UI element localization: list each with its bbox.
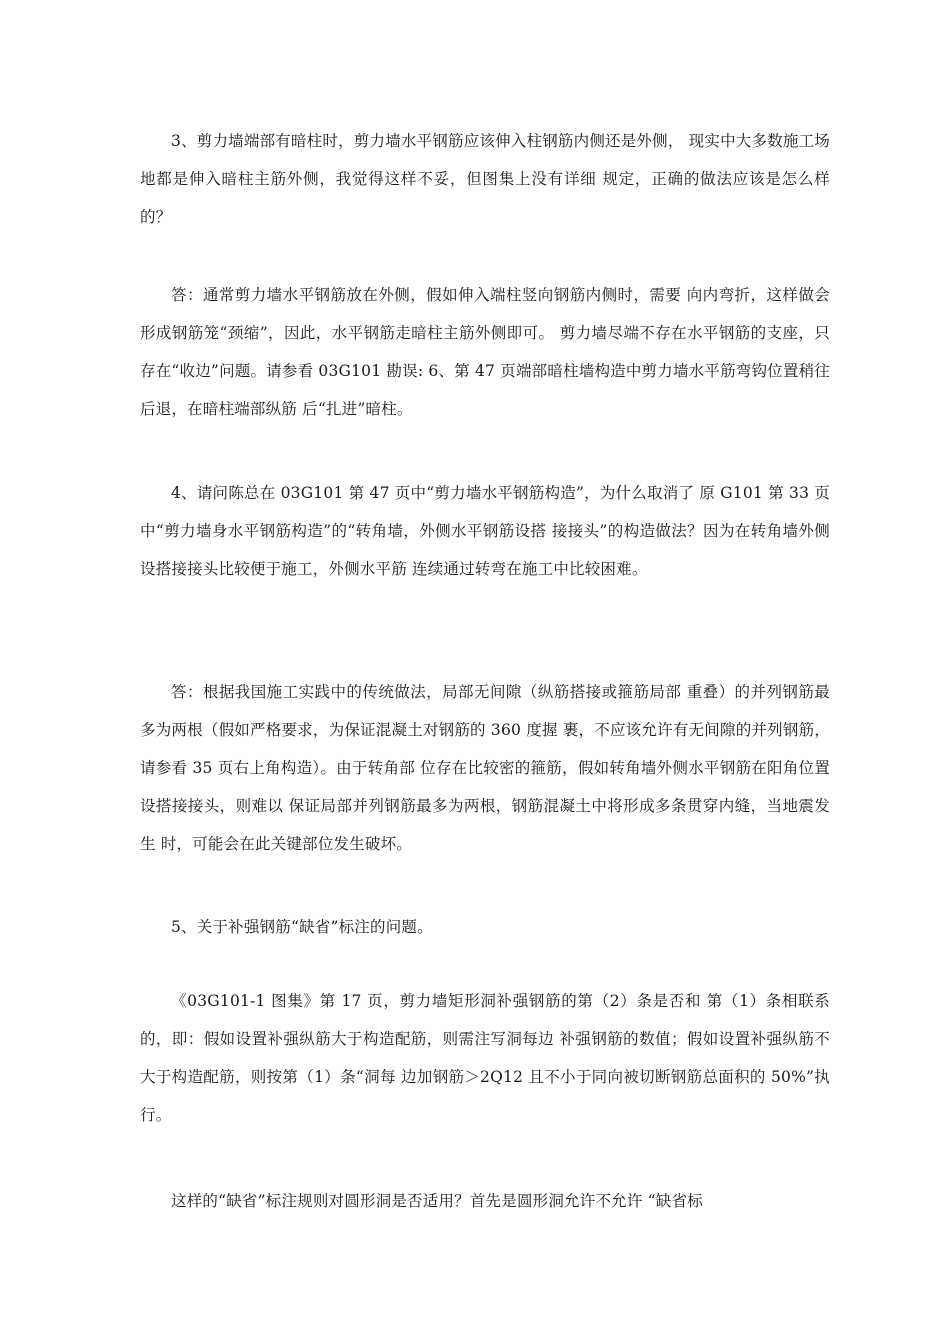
paragraph-question-5: 5、关于补强钢筋“缺省”标注的问题。 xyxy=(171,918,433,936)
paragraph-question-3: 3、剪力墙端部有暗柱时，剪力墙水平钢筋应该伸入柱钢筋内侧还是外侧， 现实中大多数施工场地都是伸入暗柱主筋外侧，我觉得这样不妥，但图集上没有详细 规定，正确的做法应该是怎么样的？ xyxy=(140,132,830,226)
paragraph-question-5-detail: 《03G101-1 图集》第 17 页，剪力墙矩形洞补强钢筋的第（2）条是否和 第（1）条相联系的，即：假如设置补强纵筋大于构造配筋，则需注写洞每边 补强钢筋的数值；假如设置补强纵筋不大于构造配筋，则按第（1）条“洞每 边加钢筋＞2Q12 且不小于同向被切断钢筋总面积的 50%”执行。 xyxy=(140,992,830,1124)
paragraph-answer-4: 答：根据我国施工实践中的传统做法，局部无间隙（纵筋搭接或箍筋局部 重叠）的并列钢筋最多为两根（假如严格要求，为保证混凝土对钢筋的 360 度握 裹，不应该允许有无间隙的并列钢筋，请参看 35 页右上角构造）。由于转角部 位存在比较密的箍筋，假如转角墙外侧水平钢筋在阳角位置设搭接接头，则难以 保证局部并列钢筋最多为两根，钢筋混凝土中将形成多条贯穿内缝，当地震发生 时，可能会在此关键部位发生破坏。 xyxy=(140,683,830,853)
paragraph-question-5-followup: 这样的“缺省”标注规则对圆形洞是否适用？首先是圆形洞允许不允许 “缺省标 xyxy=(171,1192,703,1210)
paragraph-answer-3: 答：通常剪力墙水平钢筋放在外侧，假如伸入端柱竖向钢筋内侧时，需要 向内弯折，这样做会形成钢筋笼“颈缩”，因此，水平钢筋走暗柱主筋外侧即可。 剪力墙尽端不存在水平钢筋的支座，只存在“收边”问题。请参看 03G101 勘误: 6、第 47 页端部暗柱墙构造中剪力墙水平筋弯钩位置稍往后退，在暗柱端部纵筋 后“扎进”暗柱。 xyxy=(140,286,830,418)
paragraph-question-4: 4、请问陈总在 03G101 第 47 页中“剪力墙水平钢筋构造”，为什么取消了 原 G101 第 33 页中“剪力墙身水平钢筋构造”的“转角墙，外侧水平钢筋设搭 接接头”的构造做法？因为在转角墙外侧设搭接接头比较便于施工，外侧水平筋 连续通过转弯在施工中比较困难。 xyxy=(140,484,830,578)
